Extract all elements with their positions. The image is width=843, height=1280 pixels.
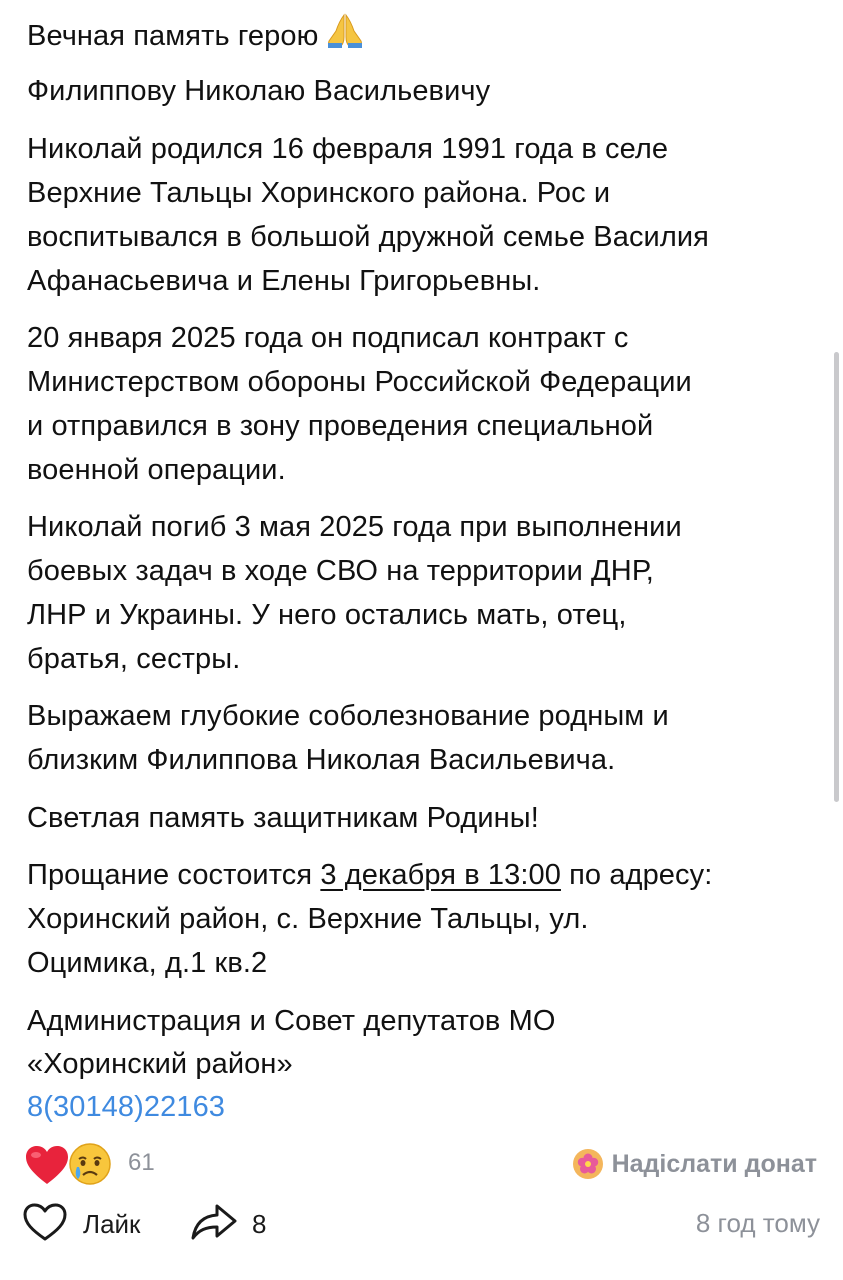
post-actions-bar: [22, 1200, 822, 1248]
folded-hands-icon: [324, 11, 366, 62]
farewell-address-line: Хоринский район, с. Верхние Тальцы, ул.: [27, 903, 589, 935]
paragraph-birth-line: Верхние Тальцы Хоринского района. Рос и: [27, 177, 611, 209]
phone-link[interactable]: 8(30148)22163: [27, 1091, 226, 1123]
donate-flower-icon: [572, 1148, 604, 1180]
paragraph-birth-line: воспитывался в большой дружной семье Василия: [27, 221, 709, 253]
paragraph-birth-line: Николай родился 16 февраля 1991 года в селе: [27, 133, 669, 165]
paragraph-contract-line: Министерством обороны Российской Федерации: [27, 366, 692, 398]
share-arrow-icon: [190, 1202, 238, 1247]
heart-outline-icon: [22, 1202, 68, 1247]
signature-line: Администрация и Совет депутатов МО: [27, 1005, 556, 1037]
crying-face-icon: [68, 1141, 112, 1192]
farewell-line: [27, 853, 712, 897]
paragraph-condolence-line: Выражаем глубокие соболезнование родным и: [27, 700, 669, 732]
scrollbar[interactable]: [834, 352, 839, 802]
share-button[interactable]: [190, 1200, 266, 1248]
donate-label: Надіслати донат: [611, 1149, 817, 1178]
signature-line: «Хоринский район»: [27, 1048, 293, 1080]
paragraph-death-line: боевых задач в ходе СВО на территории ДНР,: [27, 555, 654, 587]
post-timestamp: 8 год тому: [695, 1208, 820, 1238]
paragraph-death-line: Николай погиб 3 мая 2025 года при выполнении: [27, 511, 682, 543]
paragraph-contract-line: 20 января 2025 года он подписал контракт с: [27, 322, 629, 354]
post-name-line: Филиппову Николаю Васильевичу: [27, 75, 491, 107]
paragraph-contract-line: и отправился в зону проведения специальной: [27, 410, 654, 442]
paragraph-condolence-line: близким Филиппова Николая Васильевича.: [27, 744, 616, 776]
farewell-address-line: Оцимика, д.1 кв.2: [27, 947, 268, 979]
paragraph-death-line: ЛНР и Украины. У него остались мать, отец,: [27, 599, 627, 631]
paragraph-contract-line: военной операции.: [27, 454, 286, 486]
farewell-prefix: Прощание состоится: [27, 859, 321, 891]
heart-reaction-icon: [24, 1144, 70, 1191]
farewell-date-link[interactable]: 3 декабря в 13:00: [320, 859, 561, 891]
post-heading-line: [27, 11, 366, 62]
paragraph-death-line: братья, сестры.: [27, 643, 241, 675]
share-count: 8: [252, 1208, 267, 1239]
reaction-count: 61: [128, 1149, 155, 1176]
like-label: Лайк: [83, 1208, 141, 1239]
paragraph-memory: Светлая память защитникам Родины!: [27, 802, 539, 834]
paragraph-birth-line: Афанасьевича и Елены Григорьевны.: [27, 265, 541, 297]
like-button[interactable]: [22, 1200, 140, 1248]
reactions-summary[interactable]: [24, 1141, 164, 1187]
donate-button[interactable]: [572, 1146, 817, 1182]
farewell-suffix: по адресу:: [560, 859, 713, 891]
post-heading: Вечная память герою: [27, 20, 319, 52]
